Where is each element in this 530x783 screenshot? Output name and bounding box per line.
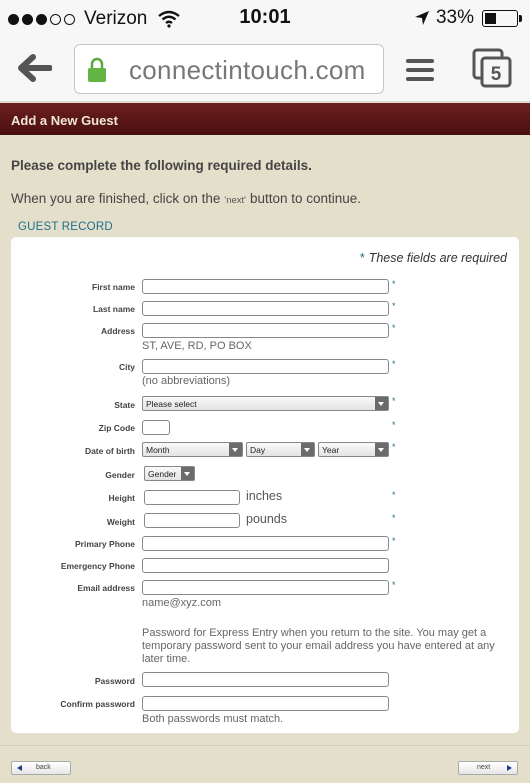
gender-label: Gender [105,470,135,480]
weight-label: Weight [106,517,135,527]
guest-form [11,237,519,733]
zip-label: Zip Code [98,423,135,433]
first-name-label: First name [92,282,135,292]
address-input[interactable] [142,323,389,338]
dob-label: Date of birth [84,446,135,456]
emergency-phone-label: Emergency Phone [60,561,135,571]
required-asterisk: * [392,301,396,311]
last-name-label: Last name [92,304,135,314]
required-asterisk: * [392,580,396,590]
required-asterisk: * [392,396,396,406]
tabs-icon[interactable] [472,48,512,88]
location-arrow-icon [414,10,430,26]
password-label: Password [94,676,135,686]
chevron-down-icon [181,467,194,480]
city-label: City [118,362,135,372]
url-text: connectintouch.com [129,55,366,85]
email-label: Email address [77,583,135,593]
address-label: Address [100,326,135,336]
password-note: Password for Express Entry when you return to the site. You may get a temporary password sent to your email address you have entered at any later time. [142,627,495,665]
required-asterisk: * [392,442,396,452]
city-hint: (no abbreviations) [142,375,231,387]
chevron-down-icon [229,443,242,456]
chevron-down-icon [375,397,388,410]
primary-phone-input[interactable] [142,536,389,551]
height-input[interactable] [144,490,240,505]
carrier-name: Verizon [84,8,148,29]
state-label: State [114,400,135,410]
weight-unit: pounds [246,512,288,526]
intro-instructions: When you are finished, click on the 'next' button to continue. [11,191,362,206]
chevron-down-icon [375,443,388,456]
last-name-input[interactable] [142,301,389,316]
city-input[interactable] [142,359,389,374]
clock: 10:01 [239,6,291,28]
confirm-password-input[interactable] [142,696,389,711]
required-asterisk: * [392,490,396,500]
next-inline-label: 'next' [224,195,246,206]
dob-day-select[interactable]: Day [246,442,315,457]
page-title: Add a New Guest [0,103,530,135]
state-select[interactable]: Please select [142,396,389,411]
battery-icon [482,10,518,27]
zip-input[interactable] [142,420,170,435]
arrow-right-icon [507,765,512,771]
email-input[interactable] [142,580,389,595]
menu-icon[interactable] [406,58,434,82]
next-button[interactable]: next [458,761,518,775]
battery-percent: 33% [435,7,474,28]
required-asterisk: * [392,420,396,430]
password-input[interactable] [142,672,389,687]
lock-icon [87,57,107,83]
back-button[interactable]: back [11,761,71,775]
required-asterisk: * [392,359,396,369]
status-bar [0,0,530,36]
address-bar[interactable] [74,44,384,94]
height-unit: inches [246,489,283,503]
primary-phone-label: Primary Phone [75,539,135,549]
tabs-count: 5 [490,64,502,85]
first-name-input[interactable] [142,279,389,294]
required-asterisk: * [392,513,396,523]
required-note: * These fields are required [359,251,507,265]
weight-input[interactable] [144,513,240,528]
footer-divider [0,745,530,746]
back-arrow-icon[interactable] [16,52,52,84]
required-asterisk: * [392,323,396,333]
email-hint: name@xyz.com [142,597,222,609]
gender-select[interactable]: Gender [144,466,195,481]
intro-heading: Please complete the following required details. [11,158,312,173]
chevron-down-icon [301,443,314,456]
dob-year-select[interactable]: Year [318,442,389,457]
arrow-left-icon [17,765,22,771]
confirm-password-label: Confirm password [60,699,135,709]
section-label-guest-record: GUEST RECORD [18,221,113,233]
address-hint: ST, AVE, RD, PO BOX [142,340,252,352]
required-asterisk: * [392,279,396,289]
password-hint: Both passwords must match. [142,713,284,725]
emergency-phone-input[interactable] [142,558,389,573]
required-asterisk: * [392,536,396,546]
height-label: Height [108,493,135,503]
browser-toolbar [0,36,530,102]
status-right [414,7,518,29]
dob-month-select[interactable]: Month [142,442,243,457]
